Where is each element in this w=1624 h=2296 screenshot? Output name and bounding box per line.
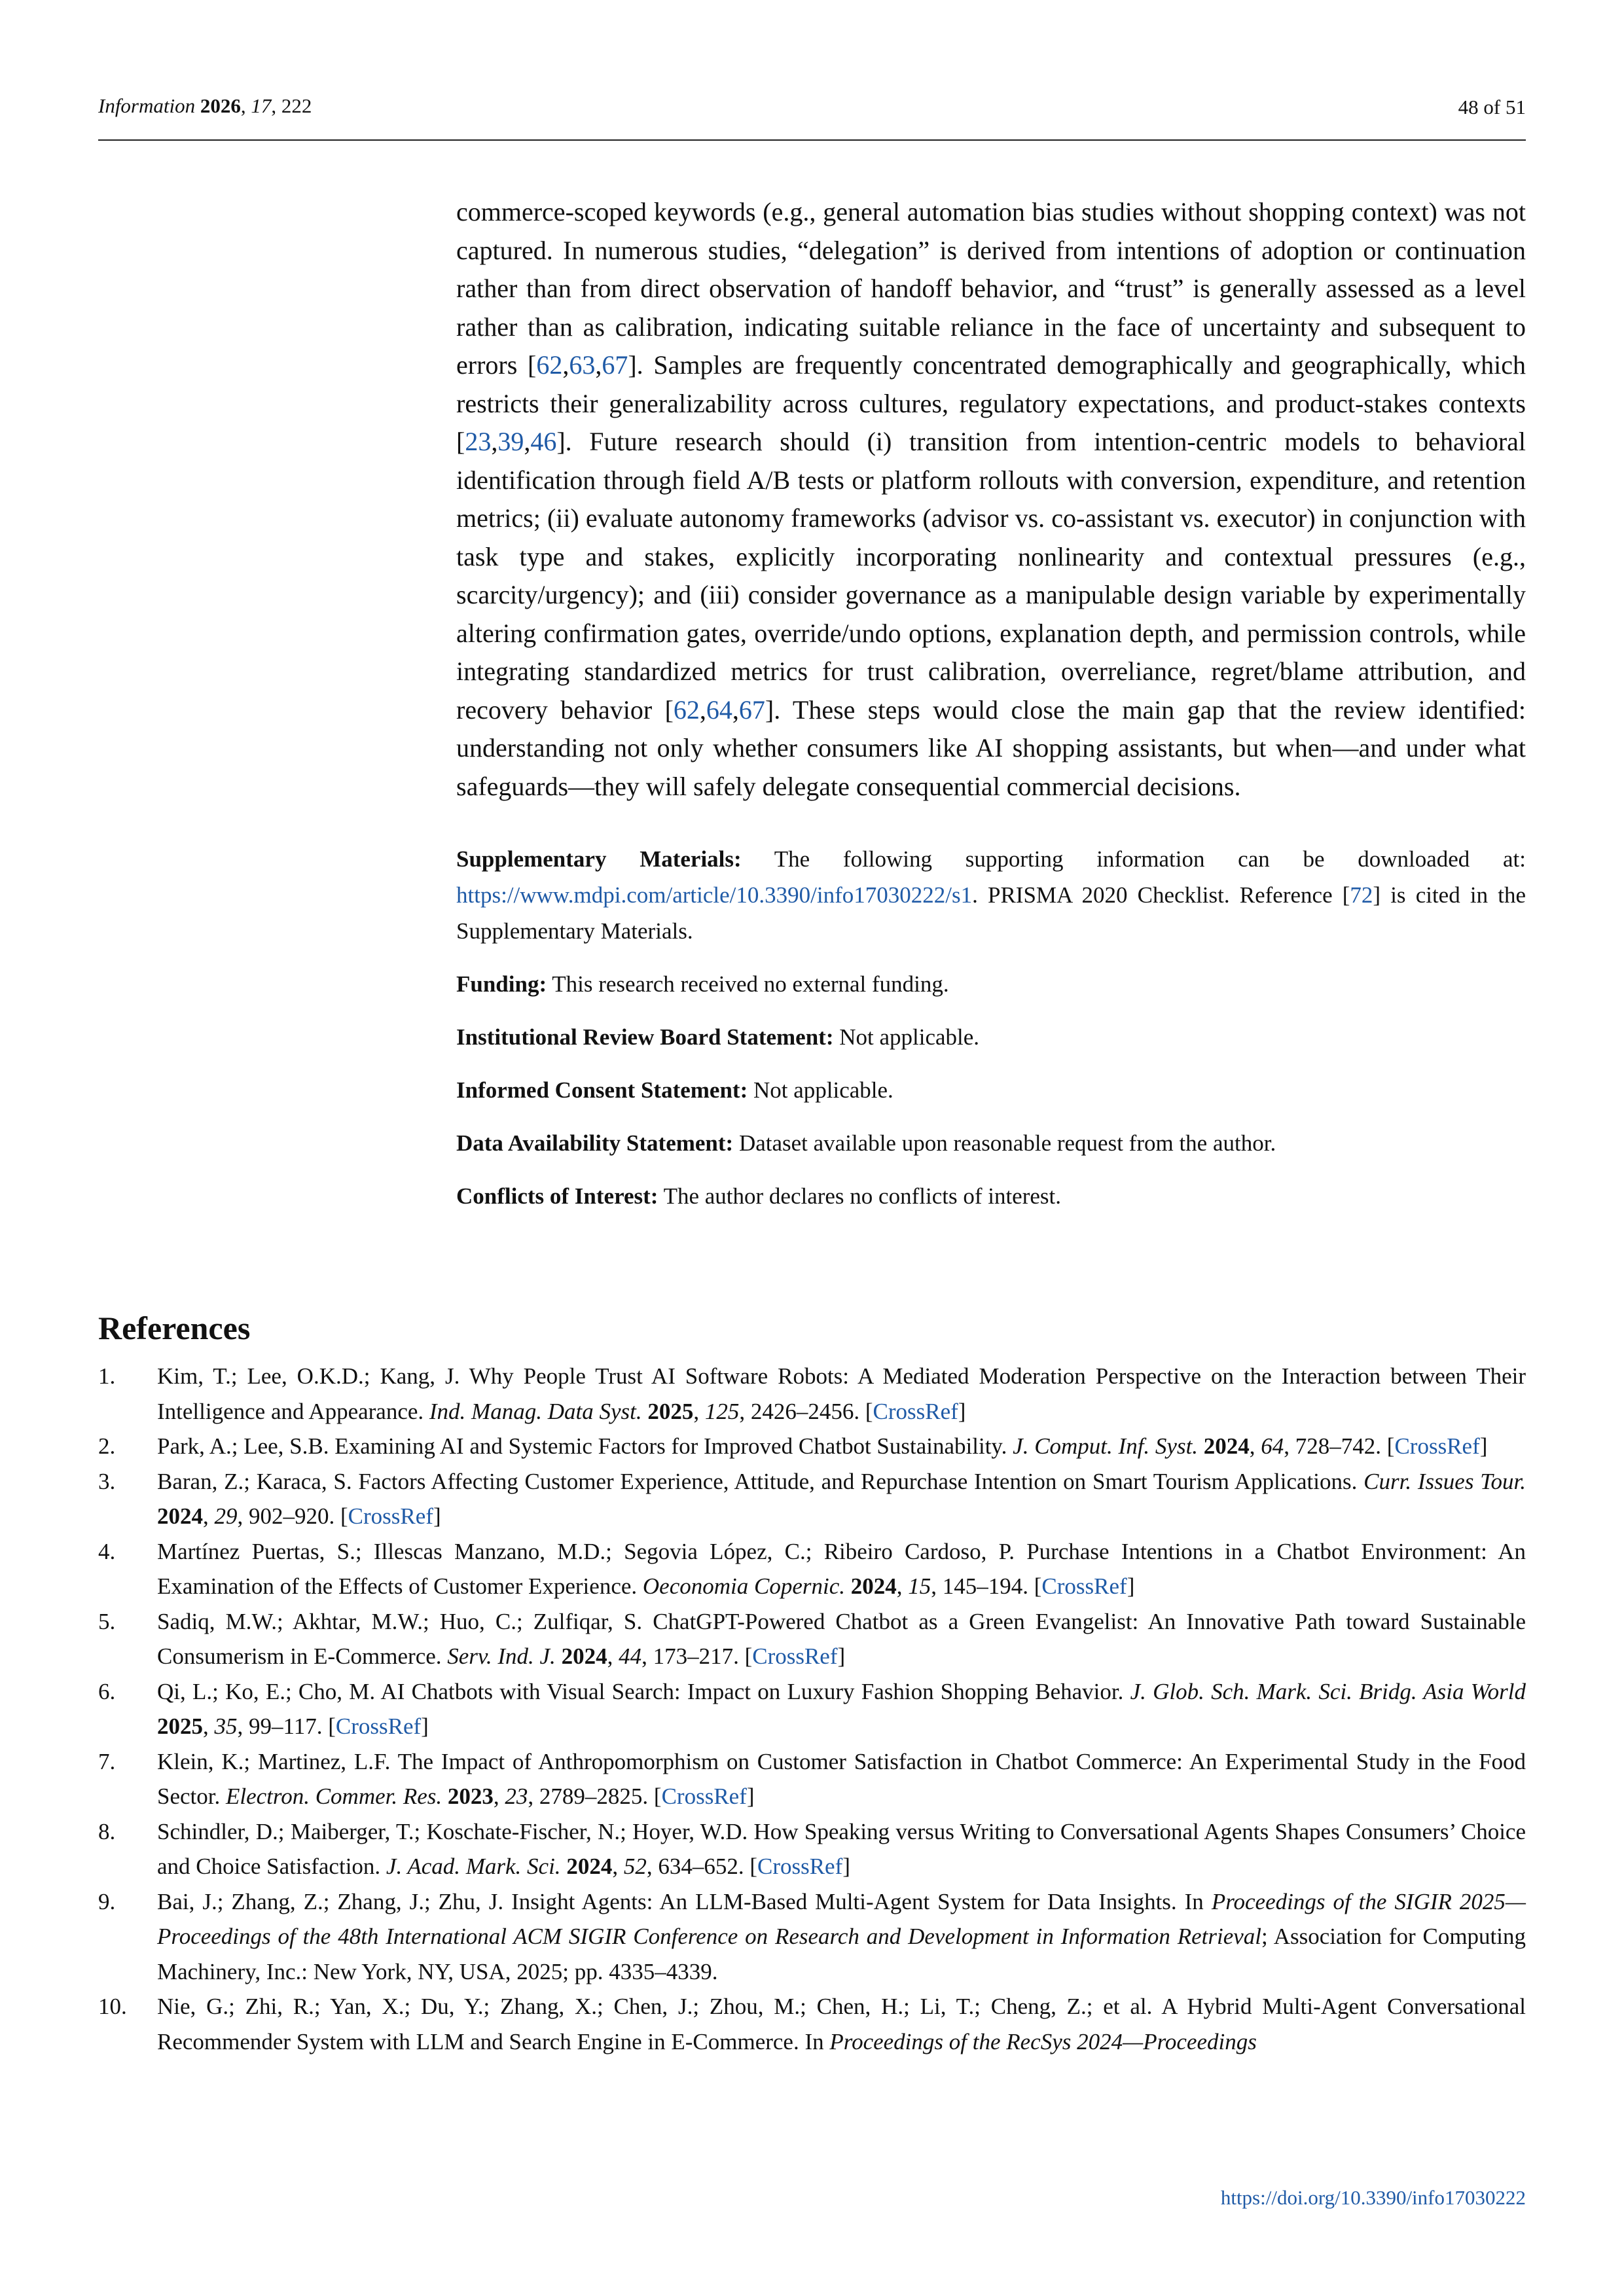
back-matter: [456, 841, 1526, 1214]
crossref-link[interactable]: CrossRef: [873, 1398, 958, 1424]
reference-pages: , 173–217. [: [641, 1643, 753, 1669]
reference-item: 6. Qi, L.; Ko, E.; Cho, M. AI Chatbots with Visual Search: Impact on Luxury Fashion Shopping Behavior. J. Glob. Sch. Mark. Sci. Bridg. Asia World 2025, 35, 99–117. [CrossRef]: [98, 1674, 1526, 1744]
page-number: 48 of 51: [1458, 96, 1526, 118]
reference-volume: 15: [908, 1573, 931, 1599]
reference-year: 2025: [647, 1398, 694, 1424]
crossref-link[interactable]: CrossRef: [661, 1784, 747, 1809]
reference-volume: 29: [214, 1503, 238, 1529]
reference-pages: , 2789–2825. [: [528, 1784, 662, 1809]
reference-volume: 23: [505, 1784, 528, 1809]
citation-link[interactable]: 72: [1350, 882, 1373, 908]
supplementary-materials: Supplementary Materials: The following supporting information can be downloaded at: https://www.mdpi.com/article/10.3390/info17030222/s1. PRISMA 2020 Checklist. Reference [72] is cited in the Supplementary Materials.: [456, 846, 1526, 944]
reference-pages: , 99–117. [: [237, 1713, 336, 1739]
reference-journal: Oeconomia Copernic.: [642, 1573, 845, 1599]
body-paragraph: commerce-scoped keywords (e.g., general automation bias studies without shopping context) was not captured. In numerous studies, “delegation” is derived from intentions of adoption or continuation rather than from direct observation of handoff behavior, and “trust” is generally assessed as a level rather than as calibration, indicating suitable reliance in the face of uncertainty and subsequent to errors [62,63,67]. Samples are frequently concentrated demographically and geographically, which restricts their generalizability across cultures, regulatory expectations, and product-stakes contexts [23,39,46]. Future research should (i) transition from intention-centric models to behavioral identification through field A/B tests or platform rollouts with conversion, expenditure, and retention metrics; (ii) evaluate autonomy frameworks (advisor vs. co-assistant vs. executor) in conjunction with task type and stakes, explicitly incorporating nonlinearity and contextual pressures (e.g., scarcity/urgency); and (iii) consider governance as a manipulable design variable by experimentally altering confirmation gates, override/undo options, explanation depth, and permission controls, while integrating standardized metrics for trust calibration, overreliance, regret/blame attribution, and recovery behavior [62,64,67]. These steps would close the main gap that the review identified: understanding not only whether consumers like AI shopping assistants, but when—and under what safeguards—they will safely delegate consequential commercial decisions.: [456, 197, 1526, 801]
informed-consent-statement: Informed Consent Statement: Not applicable.: [456, 1077, 893, 1103]
citation-link[interactable]: 63: [569, 350, 596, 380]
irb-statement: Institutional Review Board Statement: Not applicable.: [456, 1024, 980, 1050]
running-header: Information 2026, 17, 222: [98, 94, 312, 117]
doi-link[interactable]: https://doi.org/10.3390/info17030222: [1220, 2186, 1526, 2209]
reference-year: 2024: [566, 1854, 613, 1879]
citation-link[interactable]: 64: [706, 694, 732, 725]
reference-volume: 35: [214, 1713, 238, 1739]
reference-volume: 52: [623, 1854, 647, 1879]
crossref-link[interactable]: CrossRef: [1041, 1573, 1127, 1599]
reference-journal: Ind. Manag. Data Syst.: [429, 1398, 642, 1424]
reference-text: Schindler, D.; Maiberger, T.; Koschate-Fischer, N.; Hoyer, W.D. How Speaking versus Writing to Conversational Agents Shapes Consumers’ Choice and Choice Satisfaction.: [157, 1818, 1526, 1879]
reference-item: 1. Kim, T.; Lee, O.K.D.; Kang, J. Why People Trust AI Software Robots: A Mediated Moderation Perspective on the Interaction between Their Intelligence and Appearance. Ind. Manag. Data Syst. 2025, 125, 2426–2456. [CrossRef]: [98, 1359, 1526, 1429]
reference-item: 5. Sadiq, M.W.; Akhtar, M.W.; Huo, C.; Zulfiqar, S. ChatGPT-Powered Chatbot as a Green Evangelist: An Innovative Path toward Sustainable Consumerism in E-Commerce. Serv. Ind. J. 2024, 44, 173–217. [CrossRef]: [98, 1604, 1526, 1674]
reference-journal: J. Comput. Inf. Syst.: [1013, 1433, 1199, 1459]
citation-link[interactable]: 39: [497, 427, 524, 456]
reference-pages: , 728–742. [: [1284, 1433, 1395, 1459]
reference-journal: Serv. Ind. J.: [447, 1643, 556, 1669]
crossref-link[interactable]: CrossRef: [1394, 1433, 1480, 1459]
reference-number: 7.: [98, 1748, 116, 1774]
reference-item: 8. Schindler, D.; Maiberger, T.; Koschate-Fischer, N.; Hoyer, W.D. How Speaking versus Writing to Conversational Agents Shapes Consumers’ Choice and Choice Satisfaction. J. Acad. Mark. Sci. 2024, 52, 634–652. [CrossRef]: [98, 1814, 1526, 1884]
main-body: [456, 193, 1526, 1231]
conflicts-of-interest: Conflicts of Interest: The author declares no conflicts of interest.: [456, 1183, 1061, 1209]
reference-text: Klein, K.; Martinez, L.F. The Impact of Anthropomorphism on Customer Satisfaction in Chatbot Commerce: An Experimental Study in the Food Sector.: [157, 1748, 1526, 1809]
reference-pages: , 2426–2456. [: [739, 1398, 873, 1424]
reference-number: 4.: [98, 1538, 116, 1564]
reference-number: 8.: [98, 1818, 116, 1844]
reference-number: 5.: [98, 1608, 116, 1634]
reference-pages: , 634–652. [: [646, 1854, 757, 1879]
reference-number: 1.: [98, 1363, 116, 1389]
crossref-link[interactable]: CrossRef: [757, 1854, 843, 1879]
citation-link[interactable]: 23: [465, 427, 492, 456]
reference-text: Kim, T.; Lee, O.K.D.; Kang, J. Why People Trust AI Software Robots: A Mediated Moderation Perspective on the Interaction between Their Intelligence and Appearance.: [157, 1363, 1526, 1424]
references-heading: References: [98, 1310, 251, 1346]
header-rule: [98, 139, 1526, 141]
reference-journal: Curr. Issues Tour.: [1363, 1468, 1526, 1494]
reference-number: 2.: [98, 1433, 116, 1459]
citation-link[interactable]: 62: [673, 694, 700, 725]
reference-list: [98, 1359, 1526, 2059]
reference-volume: 44: [619, 1643, 642, 1669]
citation-link[interactable]: 67: [738, 694, 765, 725]
journal-volume: 17: [251, 94, 272, 117]
citation-link[interactable]: 46: [530, 427, 557, 456]
citation-link[interactable]: 67: [602, 350, 628, 380]
citation-link[interactable]: 62: [536, 350, 563, 380]
reference-volume: 125: [704, 1398, 740, 1424]
reference-year: 2024: [561, 1643, 607, 1669]
reference-text: Qi, L.; Ko, E.; Cho, M. AI Chatbots with Visual Search: Impact on Luxury Fashion Shopping Behavior.: [157, 1678, 1130, 1704]
reference-text: Sadiq, M.W.; Akhtar, M.W.; Huo, C.; Zulfiqar, S. ChatGPT-Powered Chatbot as a Green Evangelist: An Innovative Path toward Sustainable Consumerism in E-Commerce.: [157, 1608, 1526, 1669]
reference-text: Baran, Z.; Karaca, S. Factors Affecting Customer Experience, Attitude, and Repurchase Intention on Smart Tourism Applications.: [157, 1468, 1364, 1494]
reference-number: 6.: [98, 1678, 116, 1704]
reference-item: 2. Park, A.; Lee, S.B. Examining AI and Systemic Factors for Improved Chatbot Sustainability. J. Comput. Inf. Syst. 2024, 64, 728–742. [CrossRef]: [98, 1429, 1526, 1464]
reference-item: 7. Klein, K.; Martinez, L.F. The Impact of Anthropomorphism on Customer Satisfaction in Chatbot Commerce: An Experimental Study in the Food Sector. Electron. Commer. Res. 2023, 23, 2789–2825. [CrossRef]: [98, 1744, 1526, 1814]
supplementary-link[interactable]: https://www.mdpi.com/article/10.3390/info17030222/s1: [456, 882, 973, 908]
journal-name: Information: [98, 94, 196, 117]
reference-number: 3.: [98, 1468, 116, 1494]
reference-item: 3. Baran, Z.; Karaca, S. Factors Affecting Customer Experience, Attitude, and Repurchase Intention on Smart Tourism Applications. Curr. Issues Tour. 2024, 29, 902–920. [CrossRef]: [98, 1464, 1526, 1534]
reference-item: 4. Martínez Puertas, S.; Illescas Manzano, M.D.; Segovia López, C.; Ribeiro Cardoso, P. Purchase Intentions in a Chatbot Environment: An Examination of the Effects of Customer Experience. Oeconomia Copernic. 2024, 15, 145–194. [CrossRef]: [98, 1534, 1526, 1604]
reference-text: Park, A.; Lee, S.B. Examining AI and Systemic Factors for Improved Chatbot Sustainability.: [157, 1433, 1013, 1459]
reference-volume: 64: [1261, 1433, 1284, 1459]
reference-pages: , 145–194. [: [931, 1573, 1042, 1599]
reference-year: 2023: [447, 1784, 494, 1809]
reference-item: 9. Bai, J.; Zhang, Z.; Zhang, J.; Zhu, J. Insight Agents: An LLM-Based Multi-Agent System for Data Insights. In Proceedings of the SIGIR 2025—Proceedings of the 48th International ACM SIGIR Conference on Research and Development in Information Retrieval; Association for Computing Machinery, Inc.: New York, NY, USA, 2025; pp. 4335–4339.: [98, 1888, 1526, 1984]
article-number: 222: [281, 94, 312, 117]
crossref-link[interactable]: CrossRef: [752, 1643, 838, 1669]
reference-year: 2025: [157, 1713, 203, 1739]
funding-statement: Funding: This research received no external funding.: [456, 971, 949, 997]
reference-year: 2024: [157, 1503, 203, 1529]
reference-journal: J. Acad. Mark. Sci.: [386, 1854, 561, 1879]
reference-year: 2024: [850, 1573, 897, 1599]
data-availability-statement: Data Availability Statement: Dataset available upon reasonable request from the author.: [456, 1130, 1276, 1156]
reference-item: 10. Nie, G.; Zhi, R.; Yan, X.; Du, Y.; Zhang, X.; Chen, J.; Zhou, M.; Chen, H.; Li, T.; Cheng, Z.; et al. A Hybrid Multi-Agent Conversational Recommender System with LLM and Search Engine in E-Commerce. In Proceedings of the RecSys 2024—Proceedings: [98, 1994, 1526, 2054]
journal-year: 2026: [200, 94, 241, 117]
reference-journal: Electron. Commer. Res.: [225, 1784, 442, 1809]
reference-text: Martínez Puertas, S.; Illescas Manzano, M.D.; Segovia López, C.; Ribeiro Cardoso, P. Purchase Intentions in a Chatbot Environment: An Examination of the Effects of Customer Experience.: [157, 1538, 1526, 1599]
reference-year: 2024: [1203, 1433, 1250, 1459]
reference-pages: , 902–920. [: [237, 1503, 348, 1529]
reference-journal: J. Glob. Sch. Mark. Sci. Bridg. Asia World: [1130, 1678, 1526, 1704]
crossref-link[interactable]: CrossRef: [348, 1503, 433, 1529]
crossref-link[interactable]: CrossRef: [335, 1713, 422, 1739]
